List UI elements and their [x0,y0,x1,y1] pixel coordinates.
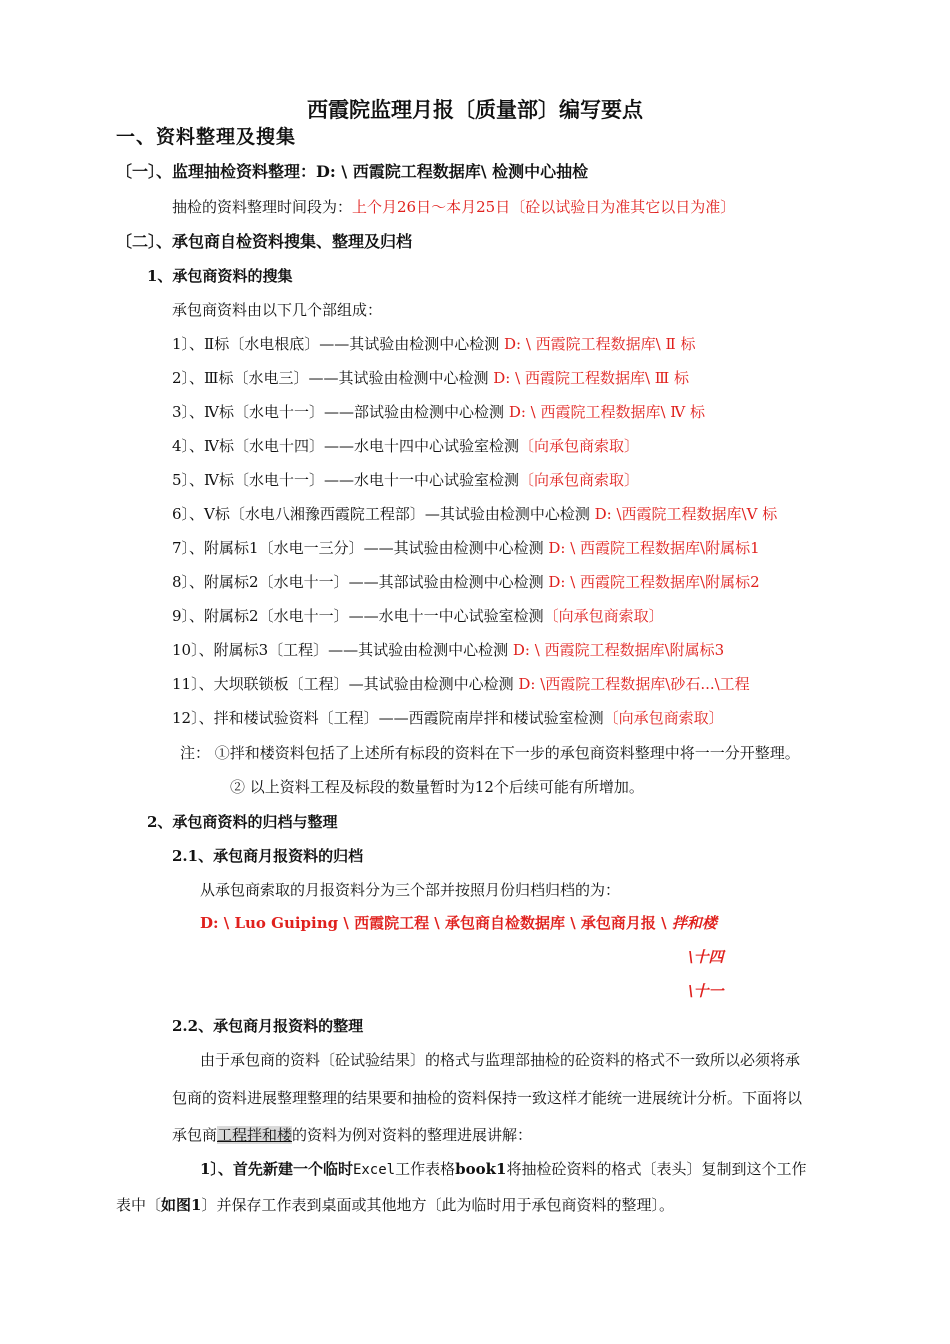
list-item-text: 6〕、Ⅴ标〔水电八湘豫西霞院工程部〕—其试验由检测中心检测 [172,505,595,523]
archive-path-folder-c: \十一 [688,982,724,1000]
list-item-path: D: \西霞院工程数据库\砂石...\工程 [518,675,750,693]
list-item-text: 3〕、Ⅳ标〔水电十一〕——部试验由检测中心检测 [172,403,509,421]
list-item-text: 1〕、Ⅱ标〔水电根底〕——其试验由检测中心检测 [172,335,505,353]
list-item-path: 〔向承包商索取〕 [603,709,724,727]
list-item [172,367,689,389]
step-1-line-2 [116,1194,674,1216]
list-item [172,333,695,355]
list-item [172,707,724,729]
archive-path-main: D: \ Luo Guiping \ 西霞院工程 \ 承包商自检数据库 \ 承包商月报 \ [200,914,672,932]
list-item-text: 9〕、附属标2〔水电十一〕——水电十一中心试验室检测 [172,607,544,625]
archive-path [200,912,717,934]
section-heading-1: 一、资料整理及搜集 [116,126,297,148]
list-item [172,639,724,661]
paragraph-2-2-line-3 [172,1124,532,1146]
list-item-path: D: \西霞院工程数据库\Ⅴ 标 [594,505,778,523]
time-range-label: 抽检的资料整理时间段为： [172,198,353,216]
list-item-text: 10〕、附属标3〔工程〕——其试验由检测中心检测 [172,641,513,659]
list-item-path: D: \ 西霞院工程数据库\ Ⅲ 标 [493,369,690,387]
time-range-paragraph [172,196,735,218]
list-item-path: 〔向承包商索取〕 [519,437,640,455]
heading-archive: 2、承包商资料的归档与整理 [147,813,338,831]
list-item-path: D: \ 西霞院工程数据库\ Ⅳ 标 [508,403,706,421]
list-item-path: 〔向承包商索取〕 [519,471,640,489]
list-item-text: 12〕、拌和楼试验资料〔工程〕——西霞院南岸拌和楼试验室检测 [172,709,604,727]
list-item [172,401,705,423]
paragraph-text: 承包商 [172,1126,218,1144]
heading-2-1: 2.1、承包商月报资料的归档 [172,847,364,865]
highlighted-term: 工程拌和楼 [217,1126,293,1144]
figure-reference: 如图1 [161,1196,202,1214]
step-1-lead: 1〕、首先新建一个临时 [200,1160,353,1178]
archive-path-folder-a: 拌和楼 [671,914,717,932]
list-item-text: 8〕、附属标2〔水电十一〕——其部试验由检测中心检测 [172,573,549,591]
subsection-heading-1: 〔一〕、监理抽检资料整理：D: \ 西霞院工程数据库\ 检测中心抽检 [116,162,589,181]
list-item-text: 7〕、附属标1〔水电一三分〕——其试验由检测中心检测 [172,539,549,557]
list-item-text: 4〕、Ⅳ标〔水电十四〕——水电十四中心试验室检测 [172,437,520,455]
time-range-value: 上个月26日～本月25日〔砼以试验日为准其它以日为准〕 [352,198,736,216]
list-item [172,469,639,491]
step-text: 表中〔 [116,1196,162,1214]
paragraph-2-1: 从承包商索取的月报资料分为三个部并按照月份归档归档的为： [200,881,621,899]
list-item-text: 11〕、大坝联锁板〔工程〕—其试验由检测中心检测 [172,675,519,693]
heading-2-2: 2.2、承包商月报资料的整理 [172,1017,364,1035]
list-item [172,605,664,627]
list-item [172,571,760,593]
page-title: 西霞院监理月报〔质量部〕编写要点 [307,97,643,122]
list-item-path: D: \ 西霞院工程数据库\ Ⅱ 标 [504,335,696,353]
list-item [172,673,750,695]
list-item-text: 2〕、Ⅲ标〔水电三〕——其试验由检测中心检测 [172,369,494,387]
paragraph-2-2-line-2: 包商的资料进展整理整理的结果要和抽检的资料保持一致这样才能统一进展统计分析。下面将以 [172,1089,803,1107]
list-item [172,537,760,559]
heading-collection: 1、承包商资料的搜集 [147,267,293,285]
archive-path-folder-b: \十四 [688,948,724,966]
list-item-path: D: \ 西霞院工程数据库\附属标3 [512,641,725,659]
step-1-line-1 [200,1158,806,1181]
list-item [172,435,639,457]
book-label: book1 [455,1160,507,1178]
excel-label: Excel [352,1162,396,1178]
list-item-path: 〔向承包商索取〕 [543,607,664,625]
paragraph-2-2-line-1: 由于承包商的资料〔砼试验结果〕的格式与监理部抽检的砼资料的格式不一致所以必须将承 [200,1051,801,1069]
paragraph-text: 的资料为例对资料的整理进展讲解： [292,1126,533,1144]
list-item-path: D: \ 西霞院工程数据库\附属标1 [548,539,760,557]
list-item [172,503,777,525]
list-item-text: 5〕、Ⅳ标〔水电十一〕——水电十一中心试验室检测 [172,471,520,489]
step-text: 工作表格 [395,1160,456,1178]
list-item-path: D: \ 西霞院工程数据库\附属标2 [548,573,760,591]
subsection-heading-2: 〔二〕、承包商自检资料搜集、整理及归档 [116,232,413,251]
note-1: 注： ①拌和楼资料包括了上述所有标段的资料在下一步的承包商资料整理中将一一分开整理。 [180,744,800,762]
step-text: 〕并保存工作表到桌面或其他地方〔此为临时用于承包商资料的整理〕。 [201,1196,674,1214]
intro-text: 承包商资料由以下几个部组成： [172,301,383,319]
note-2: ② 以上资料工程及标段的数量暂时为12个后续可能有所增加。 [230,778,644,796]
step-text: 将抽检砼资料的格式〔表头〕复制到这个工作 [506,1160,807,1178]
